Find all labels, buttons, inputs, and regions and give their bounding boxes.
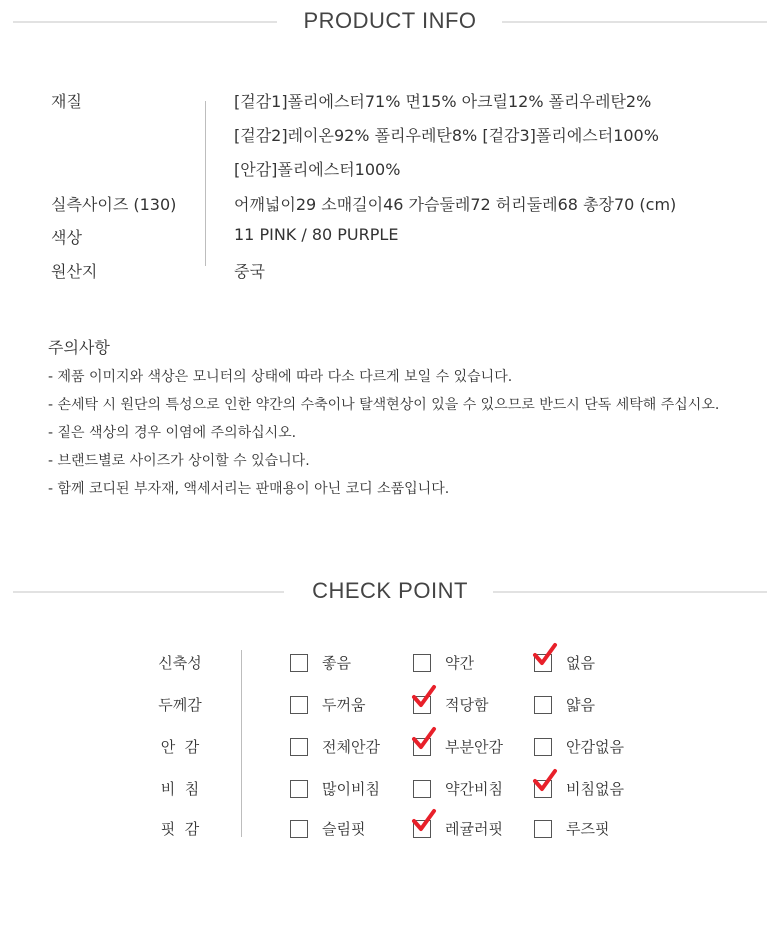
checkbox[interactable] [290,738,308,756]
check-label-fit: 핏 감 [160,820,200,838]
note-item: - 손세탁 시 원단의 특성으로 인한 약간의 수축이나 탈색현상이 있을 수 있으므로 반드시 단독 세탁해 주십시오. [48,397,720,413]
checkbox[interactable] [413,780,431,798]
check-option-label: 부분안감 [445,738,503,756]
check-option-label: 약간 [445,654,474,672]
note-item: - 함께 코디된 부자재, 액세서리는 판매용이 아닌 코디 소품입니다. [48,481,450,497]
check-option-label: 많이비침 [322,780,380,798]
check-label-thickness: 두께감 [158,696,202,714]
check-option-label: 비침없음 [566,780,624,798]
info-value-size: 어깨넓이29 소매길이46 가슴둘레72 허리둘레68 총장70 (cm) [234,195,677,214]
note-item: - 브랜드별로 사이즈가 상이할 수 있습니다. [48,453,310,469]
info-value-material-1: [겉감1]폴리에스터71% 면15% 아크릴12% 폴리우레탄2% [234,92,652,111]
check-point-header [0,572,780,612]
checkmark-icon [532,768,558,794]
checkmark-icon [411,808,437,834]
check-point-title: CHECK POINT [312,578,468,603]
checkmark-icon [411,684,437,710]
info-label-origin: 원산지 [51,262,98,281]
info-label-size: 실측사이즈 (130) [51,195,177,214]
product-info-title: PRODUCT INFO [303,8,477,33]
checkbox[interactable] [534,820,552,838]
check-label-stretch: 신축성 [158,654,202,672]
checkbox[interactable] [413,654,431,672]
info-label-material: 재질 [51,92,82,111]
check-option-label: 적당함 [445,696,489,714]
check-option-label: 안감없음 [566,738,624,756]
check-option-label: 루즈핏 [566,820,610,838]
check-option-label: 두꺼움 [322,696,366,714]
info-value-material-2: [겉감2]레이온92% 폴리우레탄8% [겉감3]폴리에스터100% [234,126,659,145]
check-option-label: 슬림핏 [322,820,366,838]
info-value-material-3: [안감]폴리에스터100% [234,160,401,179]
checkbox[interactable] [290,820,308,838]
checkbox[interactable] [534,738,552,756]
check-option-label: 좋음 [322,654,351,672]
note-item: - 짙은 색상의 경우 이염에 주의하십시오. [48,425,297,441]
info-value-origin: 중국 [234,262,265,281]
check-option-label: 전체안감 [322,738,380,756]
checkbox[interactable] [290,696,308,714]
check-label-lining: 안 감 [160,738,200,756]
check-option-label: 약간비침 [445,780,503,798]
checkmark-icon [411,726,437,752]
checkmark-icon [532,642,558,668]
check-label-sheerness: 비 침 [160,780,200,798]
checkbox[interactable] [534,696,552,714]
notes-title: 주의사항 [48,338,110,357]
info-value-color: 11 PINK / 80 PURPLE [234,225,399,244]
check-option-label: 없음 [566,654,595,672]
check-point-divider [241,650,242,837]
note-item: - 제품 이미지와 색상은 모니터의 상태에 따라 다소 다르게 보일 수 있습니다. [48,369,513,385]
checkbox[interactable] [290,780,308,798]
check-option-label: 얇음 [566,696,595,714]
info-label-color: 색상 [51,228,82,247]
check-option-label: 레귤러핏 [445,820,503,838]
info-divider [205,101,206,266]
checkbox[interactable] [290,654,308,672]
product-info-header [0,2,780,42]
